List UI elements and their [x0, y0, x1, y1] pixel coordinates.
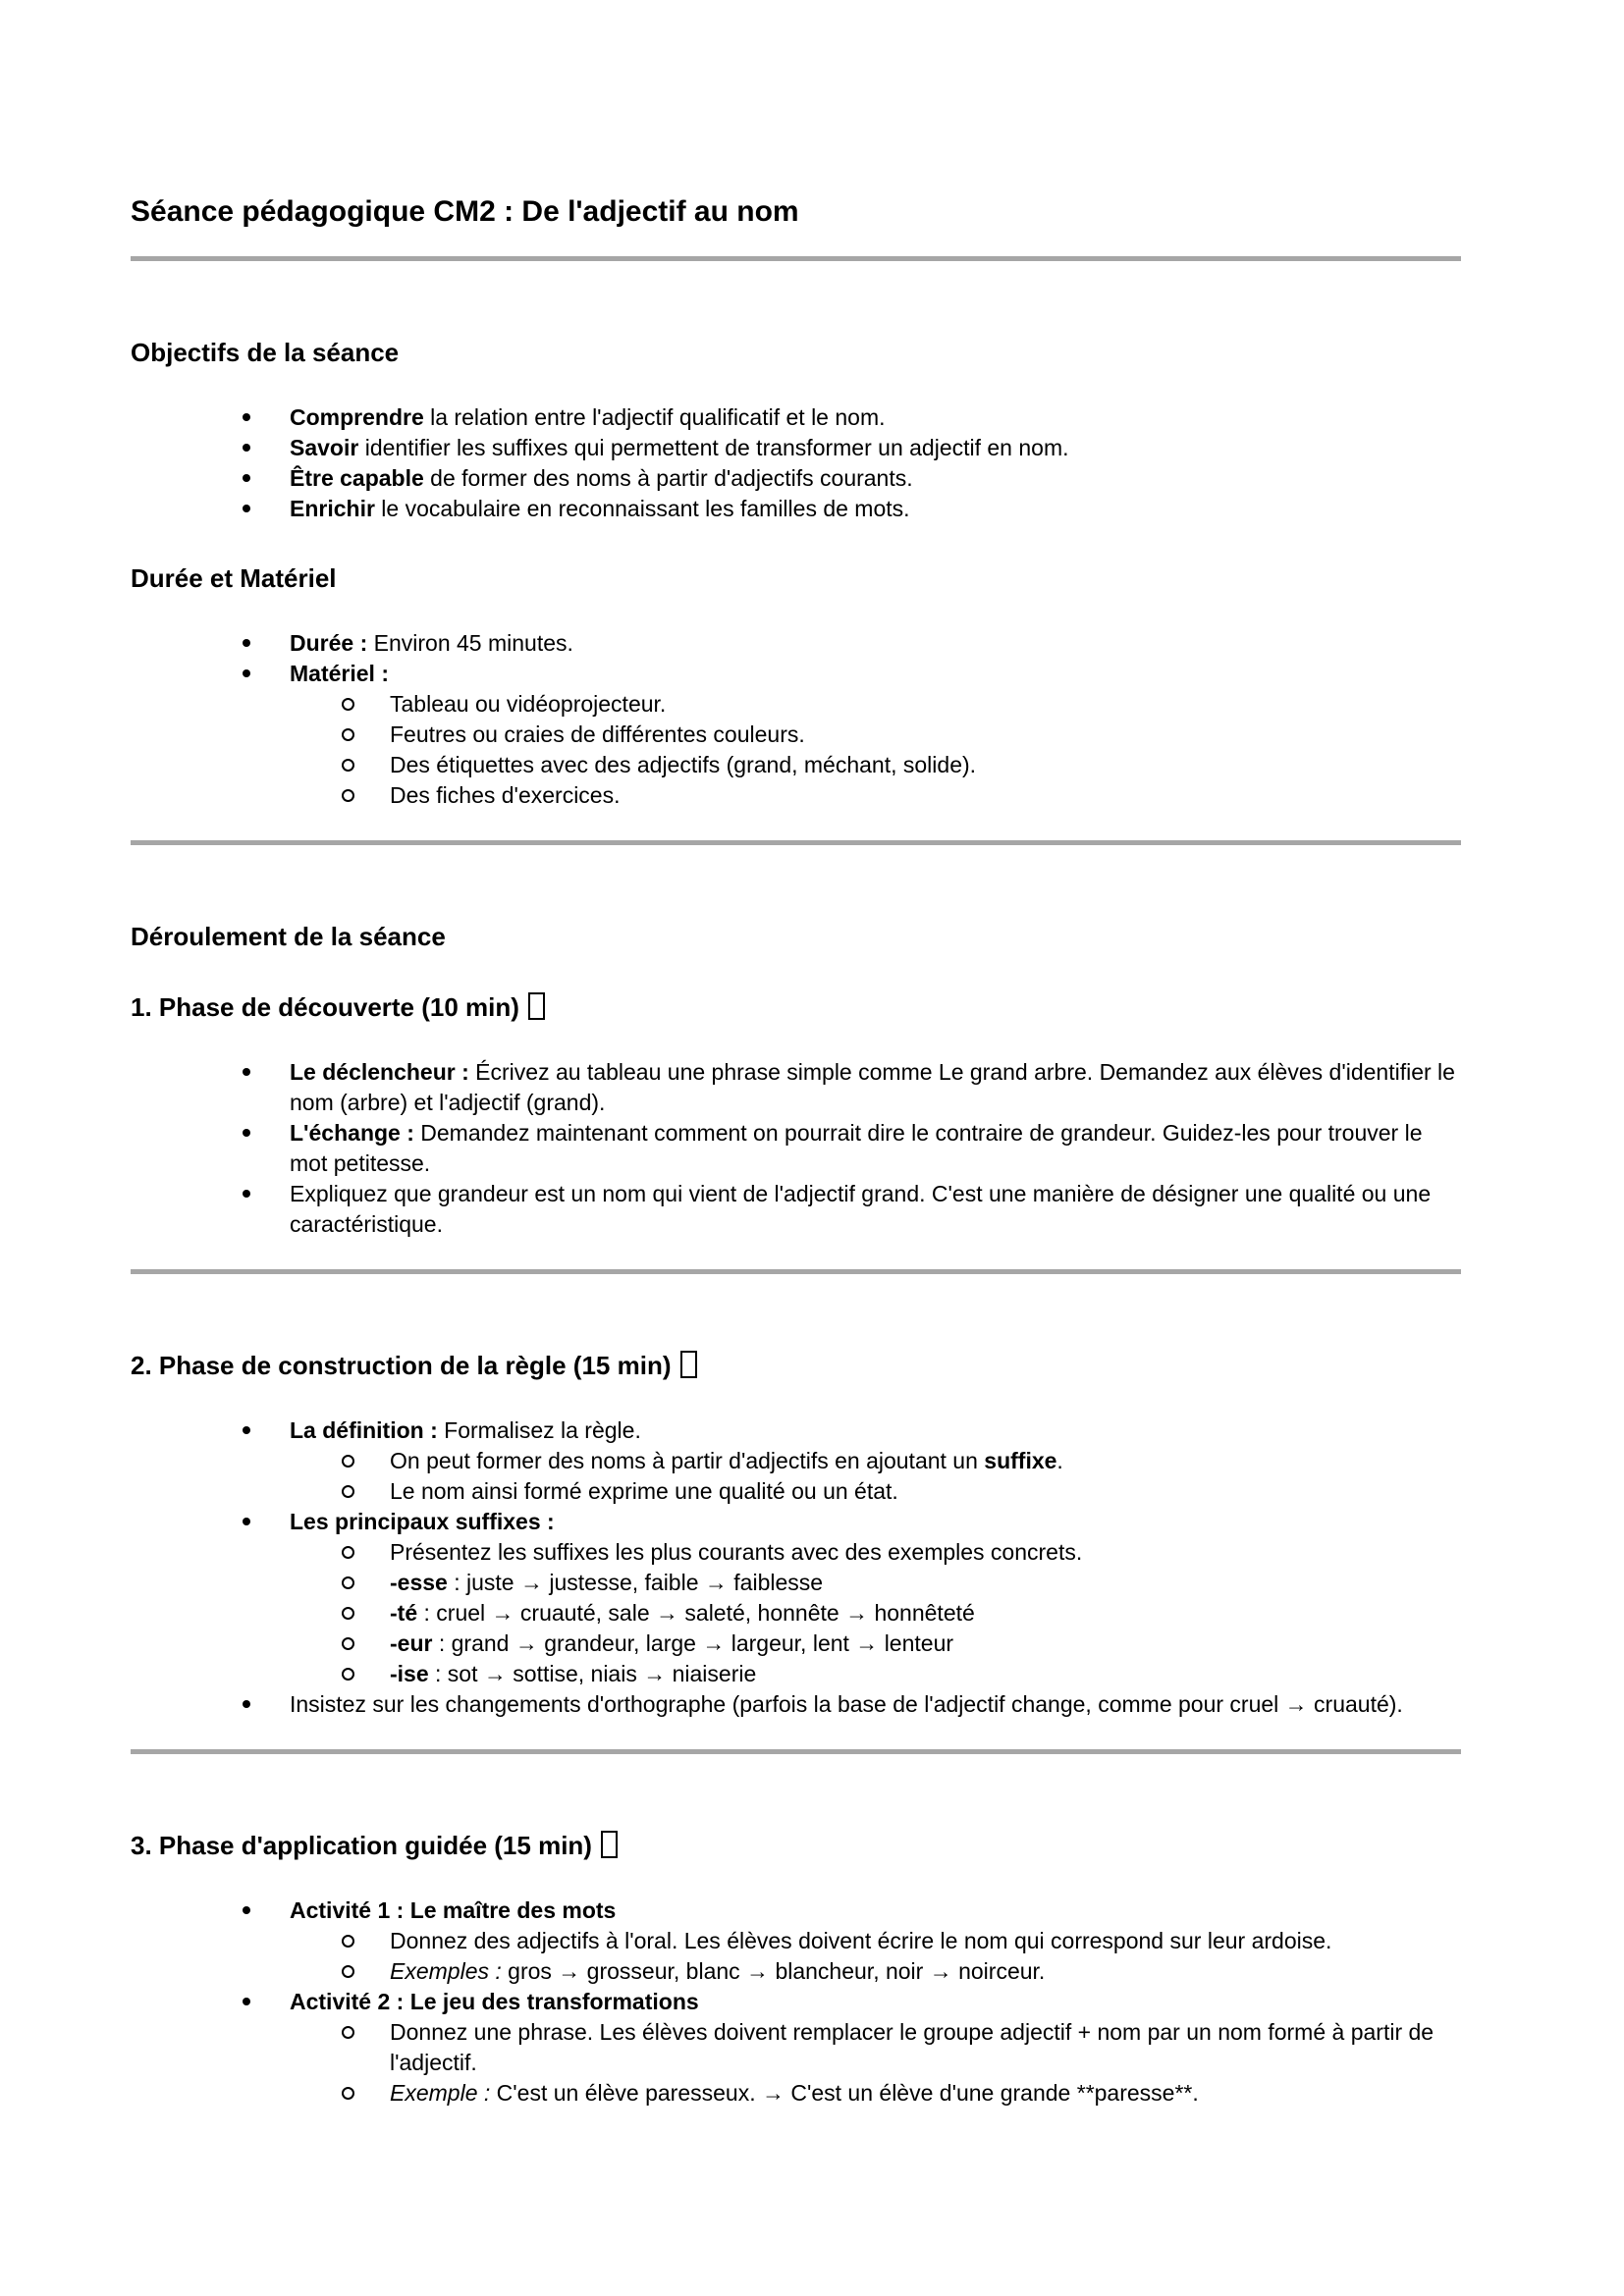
list-item — [131, 1689, 1461, 1720]
text-run: Tableau ou vidéoprojecteur. — [390, 691, 667, 717]
sub-list-item — [131, 1537, 1461, 1568]
text-run: identifier les suffixes qui permettent de transformer un adjectif en nom. — [358, 435, 1069, 460]
sub-list-item — [131, 1926, 1461, 1956]
text-run: Environ 45 minutes. — [367, 630, 573, 656]
bold-text-run: suffixe — [984, 1448, 1057, 1473]
text-run: Des étiquettes avec des adjectifs (grand, méchant, solide). — [390, 752, 977, 777]
sub-list-item — [131, 1629, 1461, 1659]
section-heading — [131, 1349, 1461, 1382]
sub-list-item — [131, 2017, 1461, 2078]
bold-text-run: Matériel : — [290, 661, 389, 686]
section-heading — [131, 990, 1461, 1024]
text-run: : sot → sottise, niais → niaiserie — [428, 1661, 757, 1686]
bold-text-run: -eur — [390, 1630, 433, 1656]
sub-list-item — [131, 2078, 1461, 2109]
section-heading-label: 3. Phase d'application guidée (15 min) — [131, 1831, 592, 1860]
list-item — [131, 1118, 1461, 1179]
list-item — [131, 1507, 1461, 1537]
bold-text-run: Activité 2 : Le jeu des transformations — [290, 1989, 699, 2014]
text-run: Formalisez la règle. — [437, 1417, 641, 1443]
list-item — [131, 494, 1461, 524]
section-heading — [131, 336, 1461, 369]
sub-list-item — [131, 1659, 1461, 1689]
text-run: Le nom ainsi formé exprime une qualité ou un état. — [390, 1478, 898, 1504]
text-run: . — [1056, 1448, 1063, 1473]
list-item — [131, 433, 1461, 463]
section-divider — [131, 256, 1461, 261]
bold-text-run: Savoir — [290, 435, 359, 460]
text-run: Des fiches d'exercices. — [390, 782, 621, 808]
section-divider — [131, 1269, 1461, 1274]
list-item — [131, 1896, 1461, 1926]
italic-text-run: Exemple : — [390, 2080, 491, 2106]
sub-list-item — [131, 1956, 1461, 1987]
bullet-list — [131, 628, 1461, 811]
bold-text-run: Les principaux suffixes : — [290, 1509, 555, 1534]
section-heading-label: 2. Phase de construction de la règle (15 min) — [131, 1351, 672, 1380]
text-run: la relation entre l'adjectif qualificatif et le nom. — [423, 404, 886, 430]
document-body — [131, 256, 1461, 2109]
section-divider — [131, 1749, 1461, 1754]
list-item — [131, 628, 1461, 659]
list-item — [131, 1987, 1461, 2017]
list-item — [131, 1179, 1461, 1240]
text-run: Feutres ou craies de différentes couleurs. — [390, 721, 805, 747]
section-heading-label: Objectifs de la séance — [131, 338, 400, 367]
bold-text-run: Le déclencheur : — [290, 1059, 469, 1085]
bold-text-run: L'échange : — [290, 1120, 414, 1146]
bold-text-run: -esse — [390, 1570, 448, 1595]
bold-text-run: -ise — [390, 1661, 429, 1686]
text-run: Insistez sur les changements d'orthographe (parfois la base de l'adjectif change, comme pour cruel → cruauté). — [290, 1691, 1403, 1717]
text-run: : juste → justesse, faible → faiblesse — [447, 1570, 824, 1595]
text-run: Expliquez que grandeur est un nom qui vient de l'adjectif grand. C'est une manière de désigner une qualité ou une caractéristique. — [290, 1181, 1432, 1237]
section-heading-label: Durée et Matériel — [131, 563, 337, 593]
bullet-list — [131, 1415, 1461, 1720]
bold-text-run: La définition : — [290, 1417, 438, 1443]
sub-list-item — [131, 1568, 1461, 1598]
bullet-list — [131, 1057, 1461, 1240]
text-run: Donnez une phrase. Les élèves doivent remplacer le groupe adjectif + nom par un nom formé à partir de l'adjectif. — [390, 2019, 1435, 2075]
sub-list-item — [131, 1446, 1461, 1476]
text-run: : cruel → cruauté, sale → saleté, honnête → honnêteté — [417, 1600, 975, 1626]
text-run: Présentez les suffixes les plus courants avec des exemples concrets. — [390, 1539, 1083, 1565]
document-title: Séance pédagogique CM2 : De l'adjectif au nom — [131, 195, 799, 228]
bullet-list — [131, 402, 1461, 524]
list-item — [131, 659, 1461, 689]
italic-text-run: Exemples : — [390, 1958, 502, 1984]
missing-glyph-box — [528, 992, 545, 1020]
bold-text-run: -té — [390, 1600, 418, 1626]
text-run: gros → grosseur, blanc → blancheur, noir → noirceur. — [501, 1958, 1046, 1984]
list-item — [131, 1057, 1461, 1118]
missing-glyph-box — [601, 1831, 618, 1858]
bold-text-run: Activité 1 : Le maître des mots — [290, 1897, 617, 1923]
section-heading — [131, 920, 1461, 953]
bold-text-run: Enrichir — [290, 496, 375, 521]
missing-glyph-box — [680, 1351, 697, 1378]
section-divider — [131, 840, 1461, 845]
text-run: On peut former des noms à partir d'adjectifs en ajoutant un — [390, 1448, 985, 1473]
text-run: Écrivez au tableau une phrase simple comme Le grand arbre. Demandez aux élèves d'identifier le nom (arbre) et l'adjectif (grand). — [290, 1059, 1455, 1115]
sub-list-item — [131, 1598, 1461, 1629]
text-run: le vocabulaire en reconnaissant les familles de mots. — [374, 496, 910, 521]
list-item — [131, 402, 1461, 433]
list-item — [131, 1415, 1461, 1446]
sub-list-item — [131, 1476, 1461, 1507]
sub-list-item — [131, 720, 1461, 750]
section-heading — [131, 561, 1461, 595]
bold-text-run: Être capable — [290, 465, 424, 491]
bullet-list — [131, 1896, 1461, 2109]
text-run: de former des noms à partir d'adjectifs courants. — [423, 465, 913, 491]
text-run: Demandez maintenant comment on pourrait dire le contraire de grandeur. Guidez-les pour trouver le mot petitesse. — [290, 1120, 1423, 1176]
sub-list-item — [131, 689, 1461, 720]
sub-list-item — [131, 780, 1461, 811]
section-heading-label: 1. Phase de découverte (10 min) — [131, 992, 519, 1022]
text-run: : grand → grandeur, large → largeur, lent → lenteur — [432, 1630, 954, 1656]
list-item — [131, 463, 1461, 494]
text-run: C'est un élève paresseux. → C'est un élève d'une grande **paresse**. — [490, 2080, 1199, 2106]
section-heading-label: Déroulement de la séance — [131, 922, 446, 951]
bold-text-run: Durée : — [290, 630, 368, 656]
section-heading — [131, 1829, 1461, 1862]
text-run: Donnez des adjectifs à l'oral. Les élèves doivent écrire le nom qui correspond sur leur ardoise. — [390, 1928, 1332, 1953]
bold-text-run: Comprendre — [290, 404, 424, 430]
sub-list-item — [131, 750, 1461, 780]
